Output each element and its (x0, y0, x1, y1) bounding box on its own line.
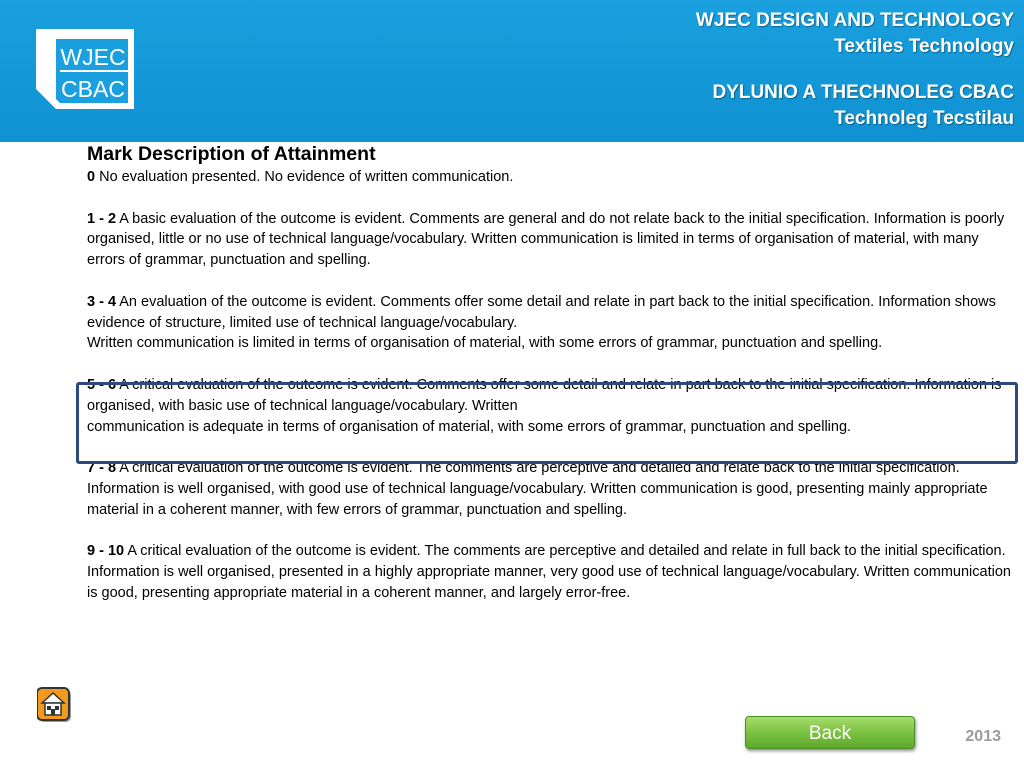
home-icon (37, 687, 73, 723)
header-titles (696, 8, 1014, 132)
header-banner (0, 0, 1024, 142)
mark-band-0 (87, 167, 1017, 188)
year-label: 2013 (965, 728, 1001, 745)
home-button[interactable] (37, 687, 73, 723)
svg-text:WJEC: WJEC (60, 44, 126, 70)
mark-description-cont: Written communication is limited in terms of organisation of material, with some errors of grammar, punctuation and spelling. (87, 335, 883, 352)
mark-description-cont: communication is adequate in terms of organisation of material, with some errors of grammar, punctuation and spelling. (87, 418, 852, 435)
page-title: Mark Description of Attainment (87, 143, 376, 165)
mark-range: 5 - 6 (87, 376, 117, 393)
title-cy: DYLUNIO A THECHNOLEG CBAC (712, 82, 1014, 103)
title-en: WJEC DESIGN AND TECHNOLOGY (695, 10, 1014, 31)
mark-range: 9 - 10 (87, 543, 125, 560)
mark-band-1-2 (87, 209, 1017, 271)
selected-band-highlight (76, 382, 1018, 464)
svg-text:CBAC: CBAC (61, 76, 125, 102)
mark-description: A critical evaluation of the outcome is evident. Comments offer some detail and relate in part back to the initial specification. Information is organised, with basic use of technical language/vocabulary. Written (87, 376, 1002, 414)
mark-band-9-10 (87, 541, 1017, 603)
mark-band-7-8 (87, 458, 1017, 520)
mark-description: A basic evaluation of the outcome is evident. Comments are general and do not relate back to the initial specification. Information is poorly organised, little or no use of technical language/vocabulary. Written communication is limited in terms of organisation of material, with many errors of grammar, punctuation and spelling. (87, 210, 1005, 269)
mark-range: 0 (87, 169, 96, 185)
mark-description: An evaluation of the outcome is evident. Comments offer some detail and relate in part back to the initial specification. Information shows evidence of structure, limited use of technical language/vocabulary. (87, 293, 996, 331)
mark-description: No evaluation presented. No evidence of written communication. (99, 169, 514, 185)
mark-range: 7 - 8 (87, 460, 117, 477)
mark-range: 1 - 2 (87, 210, 117, 227)
back-button[interactable]: Back (745, 716, 915, 749)
mark-description: A critical evaluation of the outcome is evident. The comments are perceptive and detailed and relate in full back to the initial specification. Information is well organised, presented in a highly appropriate manner, very good use of technical language/vocabulary. Written communication is good, presenting appropriate material in a coherent manner, and largely error-free. (87, 543, 1011, 601)
subtitle-cy: Technoleg Tecstilau (834, 108, 1014, 129)
mark-band-3-4 (87, 292, 1017, 354)
mark-range: 3 - 4 (87, 293, 117, 310)
subtitle-en: Textiles Technology (834, 36, 1014, 57)
wjec-cbac-logo (36, 29, 134, 109)
mark-description: A critical evaluation of the outcome is evident. The comments are perceptive and detailed and relate back to the initial specification. Information is well organised, with good use of technical language/vocabulary. Written communication is good, presenting mainly appropriate material in a coherent manner, with few errors of grammar, punctuation and spelling. (87, 460, 988, 518)
